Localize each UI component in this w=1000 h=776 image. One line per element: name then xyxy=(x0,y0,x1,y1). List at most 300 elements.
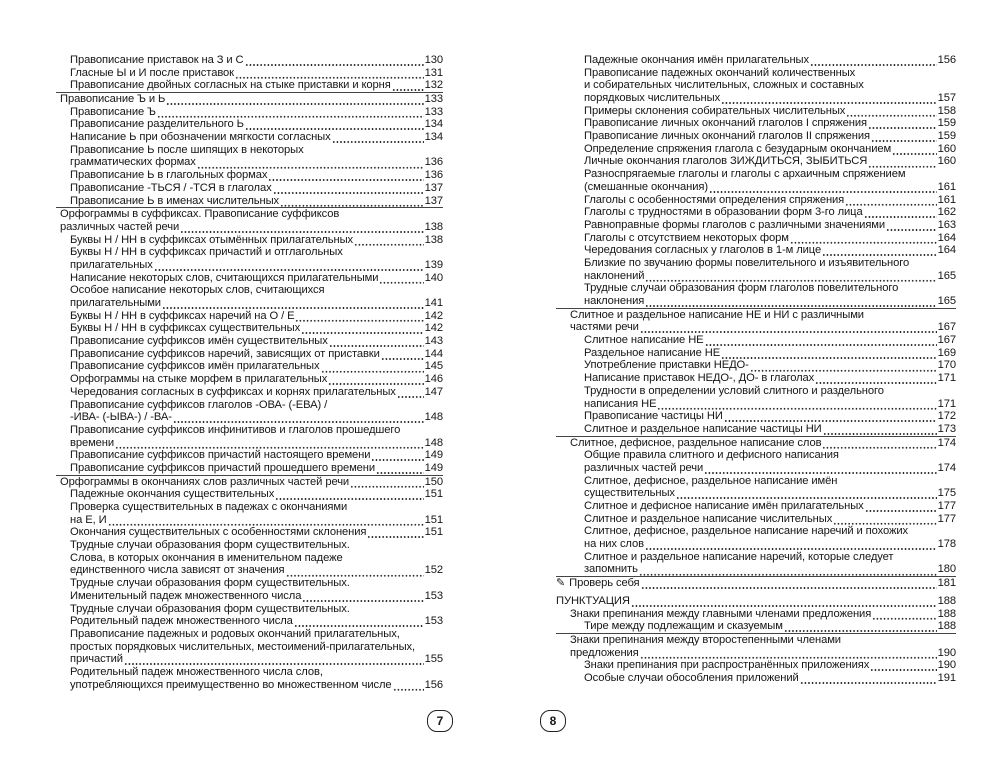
toc-entry xyxy=(56,666,443,691)
toc-entry xyxy=(556,449,956,474)
toc-page-number: 161 xyxy=(937,193,956,206)
toc-entry-title: грамматических формах xyxy=(70,156,196,169)
toc-entry xyxy=(56,106,443,119)
toc-entry-title: порядковых числительных xyxy=(584,92,721,105)
toc-entry-title: Личные окончания глаголов ЗИЖДИТЬСЯ, ЗЫБИТЬСЯ xyxy=(584,155,868,168)
toc-entry-title: Правописание суффиксов глаголов -ОВА- (-ЕВА) / xyxy=(70,398,328,411)
toc-entry xyxy=(56,335,443,348)
toc-line xyxy=(556,117,956,130)
toc-entry-title: Написание Ь при обозначении мягкости согласных xyxy=(70,131,331,144)
toc-entry-title: Буквы Н / НН в суффиксах причастий и отглагольных xyxy=(70,246,343,259)
toc-entry-title: Трудные случаи образования форм глаголов повелительного xyxy=(584,282,899,295)
dot-leader xyxy=(871,130,937,143)
toc-line xyxy=(56,144,443,157)
toc-entry xyxy=(556,360,956,373)
toc-entry-title: Правописание суффиксов имён прилагательных xyxy=(70,360,320,373)
toc-page-number: 147 xyxy=(424,385,443,398)
dot-leader xyxy=(645,295,936,308)
toc-page-number: 151 xyxy=(424,488,443,501)
toc-line xyxy=(56,411,443,424)
dot-leader xyxy=(721,347,937,360)
toc-entry xyxy=(56,361,443,374)
toc-page-number: 161 xyxy=(937,180,956,193)
toc-line xyxy=(56,514,443,527)
dot-leader xyxy=(286,565,424,578)
toc-entry xyxy=(56,449,443,462)
toc-entry-title: Правописание Ь в глагольных формах xyxy=(70,169,268,182)
dot-leader xyxy=(280,195,424,208)
dot-leader xyxy=(301,322,424,335)
toc-page-number: 148 xyxy=(424,411,443,424)
toc-entry xyxy=(556,551,956,576)
toc-line xyxy=(56,348,443,361)
toc-entry-title: Слитное, дефисное, раздельное написание наречий и похожих xyxy=(584,525,909,538)
toc-line xyxy=(556,595,956,608)
toc-entry-title: наклонения xyxy=(584,295,645,308)
toc-entry xyxy=(556,219,956,232)
toc-entry xyxy=(556,620,956,633)
toc-page-number: 153 xyxy=(424,615,443,628)
toc-line xyxy=(56,67,443,80)
toc-line xyxy=(56,653,443,666)
toc-entry xyxy=(56,615,443,628)
toc-line xyxy=(56,93,443,106)
dot-leader xyxy=(295,310,423,323)
toc-page-number: 170 xyxy=(937,359,956,372)
dot-leader xyxy=(800,672,937,685)
dot-leader xyxy=(294,615,424,628)
toc-line xyxy=(56,641,443,654)
toc-entry-title: Чередования согласных в суффиксах и корнях прилагательных xyxy=(70,385,396,398)
toc-entry-title: Употребление приставки НЕДО- xyxy=(584,359,749,372)
toc-line xyxy=(56,335,443,348)
dot-leader xyxy=(245,54,424,67)
dot-leader xyxy=(641,577,937,590)
toc-line xyxy=(556,257,956,270)
toc-page-number: 142 xyxy=(424,322,443,335)
dot-leader xyxy=(379,272,423,285)
toc-line xyxy=(56,169,443,182)
toc-line xyxy=(556,206,956,219)
toc-page-number: 156 xyxy=(424,678,443,691)
toc-line xyxy=(556,538,956,551)
toc-entry-title: Правописание двойных согласных на стыке приставки и корня xyxy=(70,79,391,92)
toc-entry-title: Слитное, дефисное, раздельное написание слов xyxy=(570,436,822,449)
dot-leader xyxy=(302,590,423,603)
toc-line xyxy=(556,156,956,169)
toc-page-number: 167 xyxy=(937,334,956,347)
page-number-right xyxy=(540,710,566,732)
toc-line xyxy=(556,372,956,385)
toc-entry-title: Примеры склонения собирательных числительных xyxy=(584,104,846,117)
toc-line xyxy=(56,603,443,616)
dot-leader xyxy=(833,513,936,526)
toc-line xyxy=(56,526,443,539)
toc-line xyxy=(56,361,443,374)
toc-line xyxy=(556,513,956,526)
toc-page-number: 138 xyxy=(424,233,443,246)
dot-leader xyxy=(332,131,424,144)
toc-entry-title: Слитное написание НЕ xyxy=(584,334,704,347)
toc-line xyxy=(556,347,956,360)
toc-entry-title: Трудные случаи образования форм существительных. xyxy=(70,602,350,615)
dot-leader xyxy=(892,143,937,156)
toc-entry xyxy=(56,54,443,67)
toc-entry-title: Правописание -ТЬСЯ / -ТСЯ в глаголах xyxy=(70,181,272,194)
toc-line xyxy=(556,194,956,207)
dot-leader xyxy=(822,437,936,450)
toc-entry xyxy=(556,67,956,105)
dot-leader xyxy=(108,514,424,527)
toc-entry xyxy=(56,386,443,399)
toc-line xyxy=(556,143,956,156)
dot-leader xyxy=(868,117,937,130)
toc-entry-title: Правописание падежных и родовых окончаний прилагательных, xyxy=(70,627,400,640)
toc-entry xyxy=(556,423,956,436)
toc-entry-title: Чередования согласных у глаголов в 1-м лице xyxy=(584,244,822,257)
toc-entry xyxy=(56,628,443,666)
toc-line xyxy=(556,608,956,621)
notepad-pencil-icon: ✎ xyxy=(556,577,566,590)
toc-entry xyxy=(556,608,956,621)
dot-leader xyxy=(268,169,423,182)
dot-leader xyxy=(329,335,424,348)
toc-entry-title: на них слов xyxy=(584,538,644,551)
dot-leader xyxy=(645,538,937,551)
toc-page-number: 130 xyxy=(424,53,443,66)
toc-entry xyxy=(56,182,443,195)
page-number-right-text: 8 xyxy=(549,714,557,728)
toc-entry-title: Написание некоторых слов, считающихся прилагательными xyxy=(70,271,379,284)
toc-page-number: 165 xyxy=(937,269,956,282)
toc-page-number: 181 xyxy=(937,577,956,590)
toc-entry xyxy=(556,168,956,193)
toc-entry-title: ПУНКТУАЦИЯ xyxy=(556,594,630,607)
toc-line xyxy=(56,106,443,119)
toc-line xyxy=(556,309,956,322)
toc-line xyxy=(56,310,443,323)
toc-line xyxy=(56,424,443,437)
toc-entry xyxy=(56,488,443,501)
toc-page-number: 178 xyxy=(937,538,956,551)
dot-leader xyxy=(393,679,424,692)
toc-line xyxy=(556,577,956,590)
toc-entry-title: Правописание суффиксов причастий прошедшего времени xyxy=(70,461,376,474)
toc-line xyxy=(56,628,443,641)
toc-entry xyxy=(56,373,443,386)
dot-leader xyxy=(823,423,937,436)
toc-line xyxy=(56,195,443,208)
toc-page-number: 156 xyxy=(937,53,956,66)
toc-entry xyxy=(556,244,956,257)
toc-page-number: 169 xyxy=(937,346,956,359)
toc-entry-title: Особые случаи обособления приложений xyxy=(584,671,799,684)
toc-entry-title: на Е, И xyxy=(70,513,107,526)
toc-page-number: 158 xyxy=(937,104,956,117)
toc-entry-title: Знаки препинания при распространённых приложениях xyxy=(584,659,870,672)
toc-page-number: 146 xyxy=(424,373,443,386)
dot-leader xyxy=(822,244,937,257)
toc-line xyxy=(556,67,956,80)
dot-leader xyxy=(631,595,937,608)
toc-page-number: 173 xyxy=(937,422,956,435)
toc-entry-title: Именительный падеж множественного числа xyxy=(70,589,302,602)
toc-page-number: 160 xyxy=(937,142,956,155)
toc-entry xyxy=(56,169,443,182)
toc-entry-title: Орфограммы в суффиксах. Правописание суффиксов xyxy=(60,208,340,221)
toc-entry xyxy=(56,131,443,144)
toc-line xyxy=(556,79,956,92)
toc-entry-title: Трудности в определении условий слитного и раздельного xyxy=(584,384,884,397)
toc-entry-title: и собирательных числительных, сложных и составных xyxy=(584,79,864,92)
toc-entry xyxy=(56,526,443,539)
dot-leader xyxy=(846,105,936,118)
toc-entry xyxy=(556,513,956,526)
dot-leader xyxy=(864,206,937,219)
toc-page-number: 174 xyxy=(937,461,956,474)
toc-entry xyxy=(56,272,443,285)
toc-entry xyxy=(556,206,956,219)
toc-page-number: 159 xyxy=(937,130,956,143)
toc-line xyxy=(556,270,956,283)
dot-leader xyxy=(645,270,936,283)
dot-leader xyxy=(790,232,937,245)
toc-entry-title: Слитное и раздельное написание НЕ и НИ с различными xyxy=(570,308,864,321)
toc-entry xyxy=(56,539,443,552)
toc-line xyxy=(556,282,956,295)
dot-leader xyxy=(392,79,424,92)
dot-leader xyxy=(705,334,937,347)
toc-line xyxy=(56,590,443,603)
toc-entry-title: Правописание частицы НИ xyxy=(584,410,723,423)
toc-entry xyxy=(556,436,956,450)
toc-entry-title: Орфограммы в окончаниях слов различных частей речи xyxy=(60,475,350,488)
dot-leader xyxy=(639,564,937,577)
toc-line xyxy=(556,244,956,257)
toc-entry-title: Падежные окончания имён прилагательных xyxy=(584,53,809,66)
toc-entry xyxy=(556,156,956,169)
toc-entry xyxy=(556,525,956,550)
toc-page-number: 137 xyxy=(424,194,443,207)
toc-entry xyxy=(556,500,956,513)
toc-line xyxy=(56,666,443,679)
dot-leader xyxy=(173,411,424,424)
toc-line xyxy=(556,423,956,436)
toc-entry xyxy=(556,659,956,672)
toc-line xyxy=(56,79,443,92)
toc-line xyxy=(556,525,956,538)
toc-line xyxy=(56,565,443,578)
toc-page-number: 159 xyxy=(937,117,956,130)
toc-entry-title: Буквы Н / НН в суффиксах наречий на О / Е xyxy=(70,309,295,322)
toc-line xyxy=(556,564,956,577)
toc-line xyxy=(56,615,443,628)
toc-page-number: 151 xyxy=(424,526,443,539)
toc-entry-title: Правописание Ь после шипящих в некоторых xyxy=(70,143,304,156)
dot-leader xyxy=(676,487,937,500)
toc-entry-title: Тире между подлежащим и сказуемым xyxy=(584,620,783,633)
toc-entry-title: Правописание Ъ xyxy=(70,105,156,118)
toc-entry xyxy=(56,234,443,247)
toc-page-number: 174 xyxy=(937,436,956,449)
left-toc-column xyxy=(56,54,443,691)
toc-page-number: 157 xyxy=(937,92,956,105)
dot-leader xyxy=(235,67,424,80)
toc-line xyxy=(556,105,956,118)
toc-page-number: 150 xyxy=(424,475,443,488)
toc-entry-title: Определение спряжения глагола с безударным окончанием xyxy=(584,142,892,155)
toc-entry-title: Трудные случаи образования форм существительных. xyxy=(70,539,350,552)
dot-leader xyxy=(371,449,423,462)
toc-page-number: 141 xyxy=(424,297,443,310)
toc-entry-title: Трудные случаи образования форм существительных. xyxy=(70,577,350,590)
toc-entry-title: простых порядковых числительных, местоимений-прилагательных, xyxy=(70,640,416,653)
toc-page-number: 164 xyxy=(937,231,956,244)
toc-entry xyxy=(56,399,443,424)
toc-entry-title: Особое написание некоторых слов, считающихся xyxy=(70,284,325,297)
toc-entry xyxy=(56,322,443,335)
toc-entry-title: Слова, в которых окончания в именительном падеже xyxy=(70,551,343,564)
dot-leader xyxy=(197,157,424,170)
toc-entry xyxy=(56,67,443,80)
toc-entry-title: Проверь себя xyxy=(569,577,640,590)
toc-page-number: 188 xyxy=(937,594,956,607)
toc-entry-title: Правописание Ь в именах числительных xyxy=(70,194,280,207)
toc-entry-title: запомнить xyxy=(584,563,638,576)
dot-leader xyxy=(273,182,424,195)
toc-entry-title: Разноспрягаемые глаголы и глаголы с архаичным спряжением xyxy=(584,168,906,181)
toc-entry-title: Глаголы с отсутствием некоторых форм xyxy=(584,231,789,244)
toc-entry-title: Равноправные формы глаголов с различными значениями xyxy=(584,218,886,231)
toc-page-number: 177 xyxy=(937,512,956,525)
dot-leader xyxy=(350,476,424,489)
toc-page-number: 131 xyxy=(424,66,443,79)
toc-entry-title: Правописание суффиксов наречий, зависящих от приставки xyxy=(70,347,380,360)
toc-entry xyxy=(56,475,443,489)
toc-page-number: 171 xyxy=(937,372,956,385)
toc-page-number: 167 xyxy=(937,321,956,334)
dot-leader xyxy=(275,488,423,501)
dot-leader xyxy=(154,259,424,272)
toc-entry xyxy=(56,92,443,106)
toc-entry xyxy=(556,576,956,590)
toc-line xyxy=(556,321,956,334)
toc-entry xyxy=(556,410,956,423)
dot-leader xyxy=(704,462,937,475)
dot-leader xyxy=(709,181,937,194)
toc-entry xyxy=(56,207,443,233)
toc-entry xyxy=(556,257,956,282)
toc-entry-title: Глаголы с особенностями определения спряжения xyxy=(584,193,845,206)
toc-line xyxy=(556,54,956,67)
toc-line xyxy=(556,295,956,308)
dot-leader xyxy=(180,221,424,234)
toc-entry-title: Слитное и раздельное написание частицы НИ xyxy=(584,422,822,435)
dot-leader xyxy=(872,608,936,621)
toc-entry-title: причастий xyxy=(70,653,123,666)
toc-line xyxy=(56,157,443,170)
toc-entry-title: (смешанные окончания) xyxy=(584,180,708,193)
toc-line xyxy=(556,647,956,660)
dot-leader xyxy=(845,194,936,207)
toc-entry xyxy=(556,475,956,500)
toc-entry-title: наклонений xyxy=(584,269,645,282)
dot-leader xyxy=(865,500,937,513)
toc-entry-title: Правописание личных окончаний глаголов I спряжения xyxy=(584,117,867,130)
toc-entry-title: Слитное и дефисное написание имён прилагательных xyxy=(584,500,864,513)
toc-entry xyxy=(556,672,956,685)
toc-page-number: 134 xyxy=(424,131,443,144)
toc-entry xyxy=(556,143,956,156)
toc-line xyxy=(556,620,956,633)
toc-line xyxy=(56,488,443,501)
toc-entry-title: предложения xyxy=(570,646,639,659)
toc-line xyxy=(556,462,956,475)
toc-page-number: 133 xyxy=(424,105,443,118)
dot-leader xyxy=(381,348,424,361)
dot-leader xyxy=(640,647,937,660)
toc-page-number: 133 xyxy=(424,93,443,106)
dot-leader xyxy=(157,106,424,119)
toc-entry-title: Знаки препинания между второстепенными членами xyxy=(570,633,841,646)
toc-page-number: 136 xyxy=(424,156,443,169)
toc-line xyxy=(56,449,443,462)
toc-line xyxy=(56,118,443,131)
toc-page-number: 188 xyxy=(937,607,956,620)
dot-leader xyxy=(810,54,937,67)
toc-entry xyxy=(556,282,956,307)
toc-page-number: 164 xyxy=(937,244,956,257)
toc-line xyxy=(56,246,443,259)
toc-entry xyxy=(56,552,443,577)
toc-line xyxy=(56,259,443,272)
dot-leader xyxy=(328,373,423,386)
toc-entry-title: существительных xyxy=(584,487,675,500)
toc-entry-title: Общие правила слитного и дефисного написания xyxy=(584,449,839,462)
toc-line xyxy=(56,208,443,221)
toc-entry xyxy=(556,372,956,385)
toc-entry xyxy=(556,595,956,608)
toc-entry-title: Правописание приставок на З и С xyxy=(70,53,244,66)
toc-line xyxy=(56,462,443,475)
toc-line xyxy=(56,373,443,386)
toc-entry-title: Окончания существительных с особенностями склонения xyxy=(70,526,367,539)
dot-leader xyxy=(750,360,937,373)
toc-line xyxy=(56,54,443,67)
toc-entry xyxy=(56,144,443,169)
toc-entry-title: Правописание суффиксов причастий настоящего времени xyxy=(70,449,371,462)
toc-page-number: 138 xyxy=(424,220,443,233)
toc-line xyxy=(556,219,956,232)
toc-entry xyxy=(56,348,443,361)
dot-leader xyxy=(657,398,936,411)
toc-line xyxy=(556,181,956,194)
toc-entry xyxy=(556,232,956,245)
toc-entry-title: Правописание суффиксов имён существительных xyxy=(70,335,328,348)
dot-leader xyxy=(724,410,937,423)
toc-entry xyxy=(556,194,956,207)
toc-entry-title: различных частей речи xyxy=(60,220,180,233)
toc-line xyxy=(56,182,443,195)
toc-entry xyxy=(56,79,443,92)
toc-entry xyxy=(56,577,443,590)
toc-line xyxy=(56,577,443,590)
toc-line xyxy=(56,297,443,310)
toc-entry-title: Буквы Н / НН в суффиксах отымённых прилагательных xyxy=(70,233,354,246)
toc-entry xyxy=(556,308,956,334)
toc-entry-title: единственного числа зависят от значения xyxy=(70,564,285,577)
dot-leader xyxy=(870,659,936,672)
